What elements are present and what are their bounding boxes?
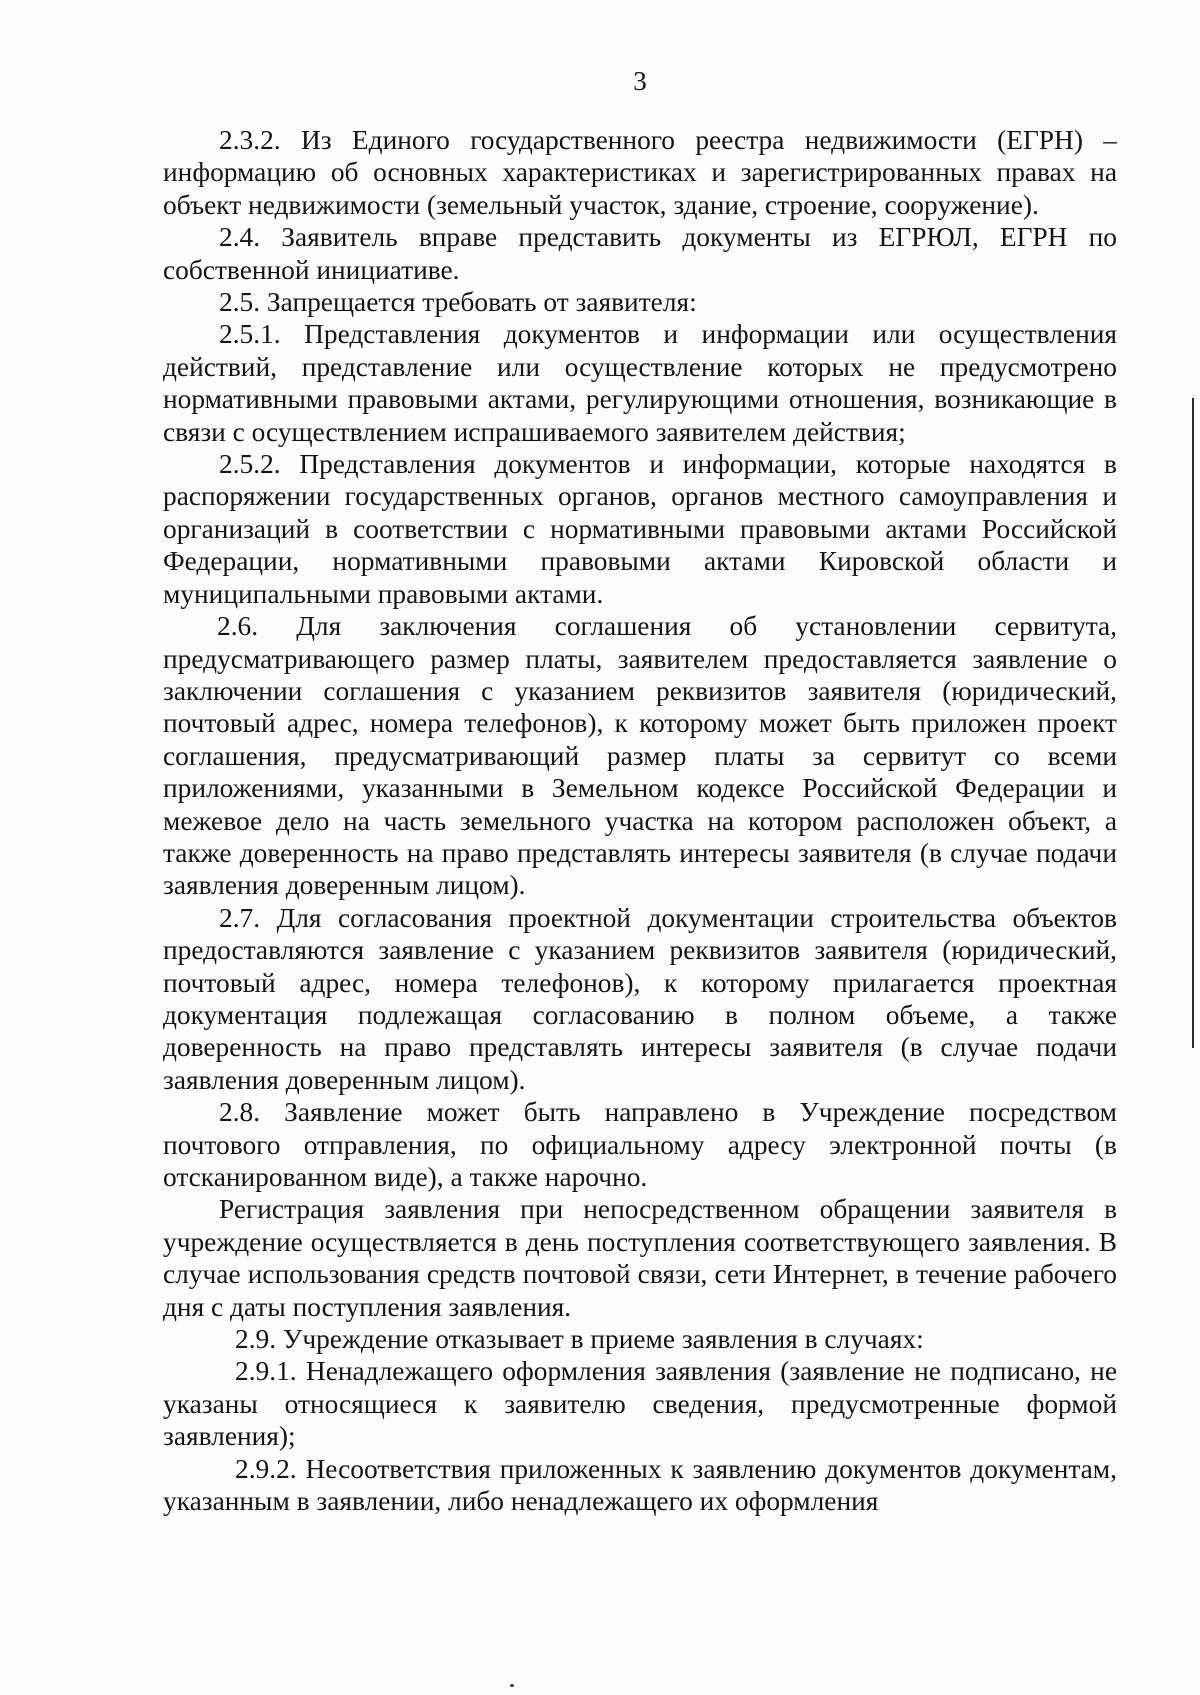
scan-speck	[510, 1684, 514, 1687]
paragraph-2-7: 2.7. Для согласования проектной документации строительства объектов предоставляются заявление с указанием реквизитов заявителя (юридический, почтовый адрес, номера телефонов), к которому прилагается проектная документация подлежащая согласованию в полном объеме, а также доверенность на право представлять интересы заявителя (в случае подачи заявления доверенным лицом).	[163, 902, 1117, 1095]
paragraph-2-5-1: 2.5.1. Представления документов и информации или осуществления действий, представление или осуществление которых не предусмотрено нормативными правовыми актами, регулирующими отношения, возникающие в связи с осуществлением испрашиваемого заявителем действия;	[163, 319, 1117, 447]
paragraph-2-5: 2.5. Запрещается требовать от заявителя:	[219, 287, 697, 318]
paragraph-2-9: 2.9. Учреждение отказывает в приеме заявления в случаях:	[235, 1324, 924, 1355]
paragraph-2-9-2: 2.9.2. Несоответствия приложенных к заявлению документов документам, указанным в заявлении, либо ненадлежащего их оформления	[163, 1453, 1117, 1517]
paragraph-2-5-2: 2.5.2. Представления документов и информации, которые находятся в распоряжении государственных органов, органов местного самоуправления и организаций в соответствии с нормативными правовыми актами Российской Федерации, нормативными правовыми актами Кировской области и муниципальными правовыми актами.	[163, 449, 1117, 609]
scan-edge-mark	[1192, 398, 1194, 1048]
document-body	[163, 124, 1117, 1517]
paragraph-2-4: 2.4. Заявитель вправе представить документы из ЕГРЮЛ, ЕГРН по собственной инициативе.	[163, 222, 1117, 285]
paragraph-2-9-1: 2.9.1. Ненадлежащего оформления заявления (заявление не подписано, не указаны относящиеся к заявителю сведения, предусмотренные формой заявления);	[163, 1356, 1117, 1452]
paragraph-2-6: 2.6. Для заключения соглашения об установлении сервитута, предусматривающего размер платы, заявителем предоставляется заявление о заключении соглашения с указанием реквизитов заявителя (юридический, почтовый адрес, номера телефонов), к которому может быть приложен проект соглашения, предусматривающий размер платы за сервитут со всеми приложениями, указанными в Земельном кодексе Российской Федерации и межевое дело на часть земельного участка на котором расположен объект, а также доверенность на право представлять интересы заявителя (в случае подачи заявления доверенным лицом).	[163, 611, 1117, 901]
page-number: 3	[633, 66, 647, 96]
paragraph-2-8: 2.8. Заявление может быть направлено в Учреждение посредством почтового отправления, по официальному адресу электронной почты (в отсканированном виде), а также нарочно.	[163, 1097, 1117, 1192]
paragraph-2-3-2: 2.3.2. Из Единого государственного реестра недвижимости (ЕГРН) – информацию об основных характеристиках и зарегистрированных правах на объект недвижимости (земельный участок, здание, строение, сооружение).	[163, 125, 1117, 220]
paragraph-registration: Регистрация заявления при непосредственном обращении заявителя в учреждение осуществляется в день поступления соответствующего заявления. В случае использования средств почтовой связи, сети Интернет, в течение рабочего дня с даты поступления заявления.	[163, 1194, 1117, 1322]
